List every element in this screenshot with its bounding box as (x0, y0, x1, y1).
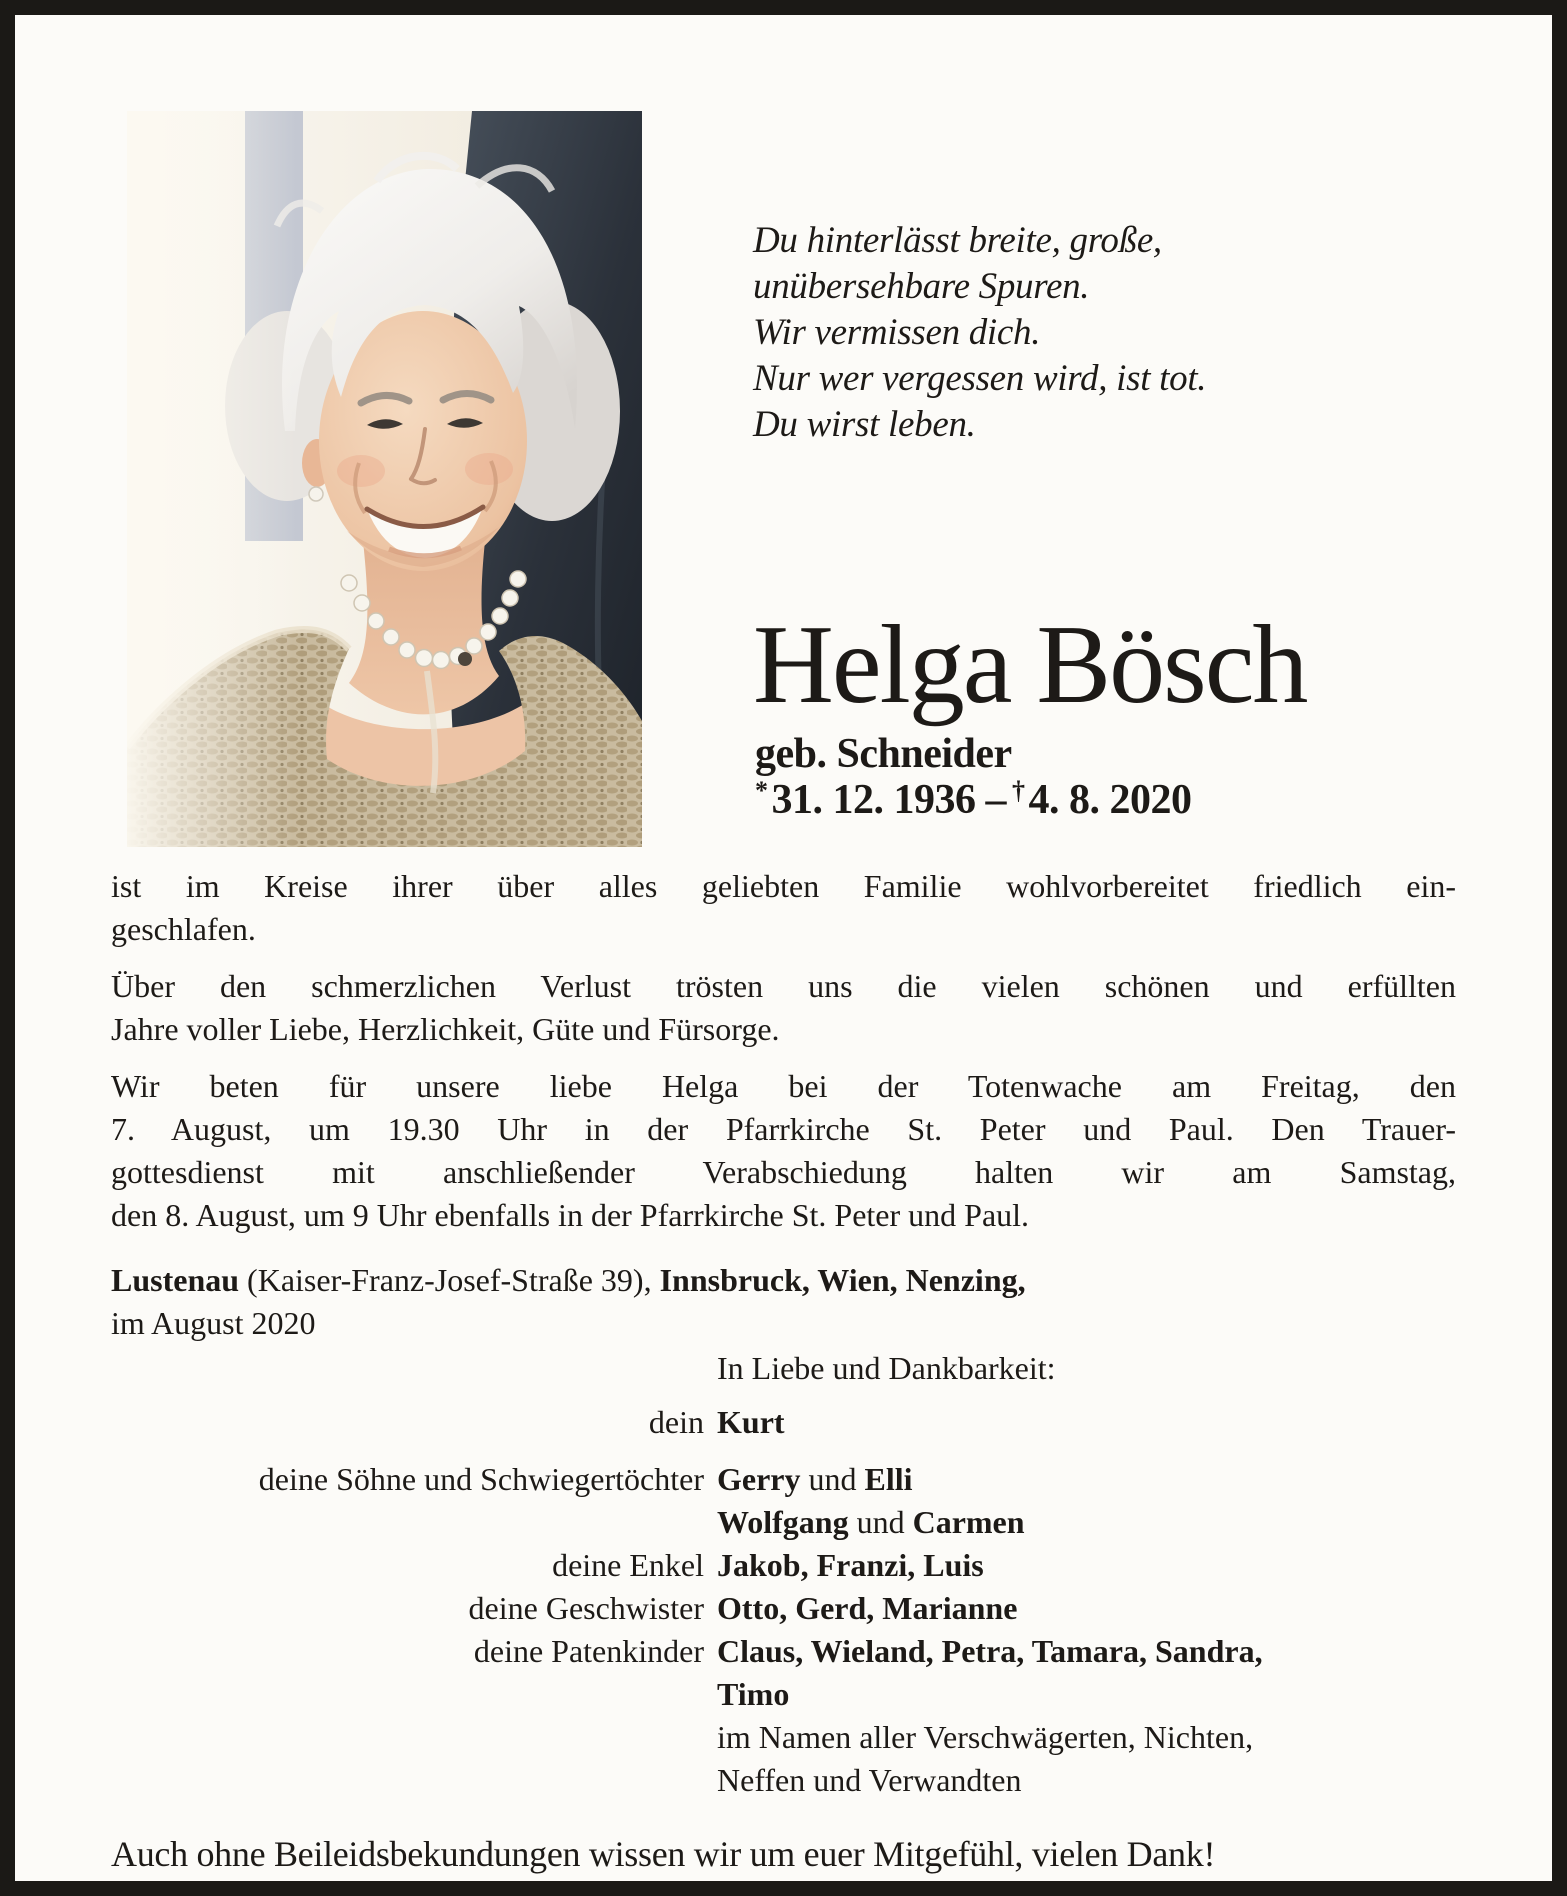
signature-intro-row (111, 1347, 1456, 1390)
mourner-names (717, 1673, 789, 1716)
mourner-name: Claus, Wieland, Petra, Tamara, Sandra, (717, 1633, 1263, 1669)
paragraph-consolation (111, 965, 1456, 1051)
relation-label: deine Söhne und Schwiegertöchter (258, 1461, 704, 1497)
other-places: Innsbruck, Wien, Nenzing, (659, 1262, 1026, 1298)
mourner-names (717, 1501, 1025, 1544)
mourner-name: Timo (717, 1676, 790, 1712)
relation-label (111, 1501, 704, 1544)
paragraph-passing (111, 865, 1456, 951)
mourner-name: Gerry (717, 1461, 801, 1497)
quote-line: unübersehbare Spuren. (753, 266, 1090, 307)
mourner-names (717, 1587, 1017, 1630)
relation-label: deine Geschwister (468, 1590, 704, 1626)
relation-label (111, 1716, 704, 1759)
header-section (111, 15, 1456, 865)
text-line: Jahre voller Liebe, Herzlichkeit, Güte und Fürsorge. (111, 1011, 780, 1047)
paragraph-funeral-details (111, 1065, 1456, 1237)
signature-row (111, 1458, 1456, 1501)
text-line: den 8. August, um 9 Uhr ebenfalls in der Pfarrkirche St. Peter und Paul. (111, 1197, 1030, 1233)
signature-label (111, 1347, 704, 1390)
mourner-names (717, 1544, 984, 1587)
text-line: ist im Kreise ihrer über alles geliebten Familie wohlvorbereitet friedlich ein- (111, 868, 1456, 904)
death-symbol: † (1012, 776, 1025, 805)
signature-row (111, 1673, 1456, 1716)
mourner-name: Otto, Gerd, Marianne (717, 1590, 1018, 1626)
portrait-photo (127, 111, 642, 847)
signature-row (111, 1630, 1456, 1673)
condolence-thanks-line: Auch ohne Beileidsbekundungen wissen wir um euer Mitgefühl, vielen Dank! (111, 1834, 1216, 1874)
mourner-name: Kurt (717, 1404, 785, 1440)
deceased-name: Helga Bösch (753, 603, 1307, 727)
date-separator: – (985, 777, 1006, 823)
relation-label: dein (648, 1404, 704, 1440)
relation-label (111, 1673, 704, 1716)
signature-row (111, 1587, 1456, 1630)
mourner-names (717, 1458, 913, 1501)
quote-line: Nur wer vergessen wird, ist tot. (753, 358, 1207, 399)
signature-row (111, 1716, 1456, 1759)
mourners-section (111, 1347, 1456, 1802)
mourner-names (717, 1630, 1263, 1673)
month-year: im August 2020 (111, 1305, 316, 1341)
connector: und (848, 1504, 913, 1540)
mourner-name: Carmen (912, 1504, 1025, 1540)
death-date: 4. 8. 2020 (1028, 777, 1192, 823)
location-line (111, 1259, 1456, 1345)
mourner-name: Wolfgang (717, 1504, 849, 1540)
connector: und (800, 1461, 865, 1497)
maiden-name: geb. Schneider (755, 731, 1012, 777)
text-line: 7. August, um 19.30 Uhr in der Pfarrkirche St. Peter und Paul. Den Trauer- (111, 1111, 1456, 1147)
text-line: Wir beten für unsere liebe Helga bei der Totenwache am Freitag, den (111, 1068, 1456, 1104)
signature-row (111, 1501, 1456, 1544)
signature-row (111, 1401, 1456, 1444)
relation-label: deine Enkel (552, 1547, 704, 1583)
birth-symbol: * (755, 776, 768, 805)
quote-line: Du hinterlässt breite, große, (753, 220, 1162, 261)
text-line: geschlafen. (111, 911, 256, 947)
quote-line: Du wirst leben. (753, 404, 976, 445)
mourner-name: Elli (864, 1461, 913, 1497)
address: (Kaiser-Franz-Josef-Straße 39), (239, 1262, 660, 1298)
signature-row (111, 1544, 1456, 1587)
announcement-text (111, 865, 1456, 1877)
quote-line: Wir vermissen dich. (753, 312, 1041, 353)
mourner-names (717, 1401, 785, 1444)
birth-date: 31. 12. 1936 (771, 777, 976, 823)
in-name-of-line: im Namen aller Verschwägerten, Nichten, (717, 1719, 1254, 1755)
relation-label (111, 1759, 704, 1802)
signature-row (111, 1759, 1456, 1802)
memorial-quote (753, 218, 1206, 448)
signature-intro: In Liebe und Dankbarkeit: (717, 1350, 1056, 1386)
text-line: Über den schmerzlichen Verlust trösten uns die vielen schönen und erfüllten (111, 968, 1456, 1004)
mourner-name: Jakob, Franzi, Luis (717, 1547, 984, 1583)
in-name-of-line: Neffen und Verwandten (717, 1762, 1022, 1798)
text-line: gottesdienst mit anschließender Verabschiedung halten wir am Samstag, (111, 1154, 1456, 1190)
relation-label: deine Patenkinder (473, 1633, 704, 1669)
place-name: Lustenau (111, 1262, 240, 1298)
life-dates (755, 777, 1192, 823)
